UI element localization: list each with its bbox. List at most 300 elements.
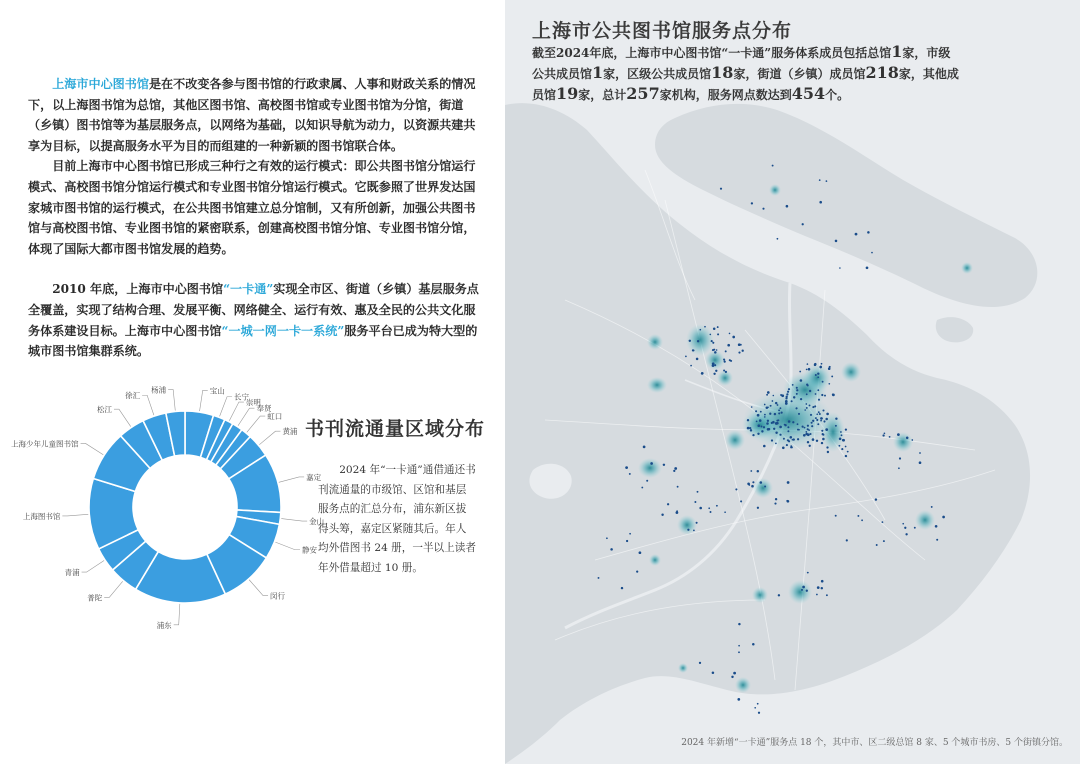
donut-leader-line: [281, 519, 307, 522]
density-glow: [803, 364, 831, 392]
service-point: [694, 501, 696, 503]
service-point: [802, 223, 804, 225]
service-point: [882, 521, 884, 523]
service-point: [845, 455, 847, 457]
service-point: [770, 405, 772, 407]
service-point: [725, 371, 727, 373]
service-point: [805, 433, 808, 436]
donut-leader-line: [229, 402, 244, 421]
service-point: [801, 589, 803, 591]
service-point: [747, 427, 750, 430]
service-point: [845, 428, 847, 430]
service-point: [717, 333, 719, 335]
density-glow: [788, 580, 812, 604]
service-point: [767, 420, 769, 422]
donut-leader-line: [238, 408, 254, 426]
density-glow: [638, 458, 662, 478]
service-point: [757, 433, 759, 435]
donut-slice-label: 普陀: [87, 593, 103, 603]
service-point: [835, 425, 837, 427]
service-point: [897, 433, 900, 436]
service-point: [811, 422, 813, 424]
service-point: [816, 419, 818, 421]
density-glow: [647, 377, 667, 393]
service-point: [791, 446, 793, 448]
service-point: [911, 439, 913, 441]
donut-slice-label: 杨浦: [151, 385, 167, 395]
service-point: [752, 481, 754, 483]
service-point: [674, 467, 677, 470]
service-point: [787, 430, 789, 432]
service-point: [935, 525, 938, 528]
service-point: [748, 484, 750, 486]
service-point: [808, 368, 811, 371]
service-point: [774, 503, 776, 505]
service-point: [696, 522, 698, 524]
service-point: [841, 448, 843, 450]
service-point: [621, 587, 623, 589]
service-point: [840, 431, 842, 433]
service-point: [812, 420, 814, 422]
service-point: [704, 326, 706, 328]
service-point: [823, 420, 825, 422]
service-point: [904, 527, 906, 529]
service-point: [763, 426, 765, 428]
service-point: [606, 537, 608, 539]
service-point: [835, 515, 837, 517]
service-point: [762, 208, 764, 210]
density-glow: [841, 362, 861, 382]
service-point: [861, 519, 863, 521]
service-point: [714, 351, 717, 354]
service-point: [778, 594, 780, 596]
density-glow: [752, 587, 768, 603]
density-glow: [961, 262, 973, 274]
map-footnote: 2024 年新增“一卡通”服务点 18 个，其中市、区二级总馆 8 家、5 个城市书房、5 个街镇分馆。: [681, 738, 1068, 748]
service-point: [842, 439, 845, 442]
intro-paragraph-1: 上海市中心图书馆是在不改变各参与图书馆的行政隶属、人事和财政关系的情况下，以上海图书馆为总馆，其他区图书馆、高校图书馆或专业图书馆为分馆，街道（乡镇）图书馆等为基层服务点，以网络为基础，以知识导航为动力，以资源共建共享为目标，以提高服务水平为目的而组建的一种新颖的图书馆联合体。: [28, 77, 476, 153]
service-point: [711, 340, 713, 342]
service-point: [775, 431, 777, 433]
service-point: [799, 371, 801, 373]
service-point: [757, 703, 759, 705]
service-point: [817, 586, 820, 589]
service-point: [764, 416, 766, 418]
service-point: [761, 430, 763, 432]
service-point: [889, 436, 891, 438]
service-point: [800, 398, 802, 400]
service-point: [782, 446, 785, 449]
service-point: [677, 486, 679, 488]
donut-chart-title: 书刊流通量区域分布: [305, 418, 486, 440]
service-point: [818, 399, 820, 401]
service-point: [696, 358, 699, 361]
service-point: [817, 376, 819, 378]
service-point: [629, 473, 631, 475]
service-point: [875, 498, 877, 500]
service-point: [871, 252, 873, 254]
density-glow: [742, 411, 778, 439]
service-point: [776, 420, 778, 422]
service-point: [816, 413, 818, 415]
service-point: [818, 411, 820, 413]
service-point: [766, 422, 769, 425]
service-point: [732, 336, 735, 339]
service-point: [806, 369, 808, 371]
service-point: [822, 409, 824, 411]
service-point: [809, 390, 811, 392]
service-point: [724, 511, 726, 513]
service-point: [775, 443, 777, 445]
service-point: [760, 411, 762, 413]
service-point: [792, 384, 794, 386]
service-point: [699, 507, 702, 510]
service-point: [735, 488, 737, 490]
service-point: [902, 523, 904, 525]
service-point: [713, 327, 716, 330]
service-point: [667, 503, 669, 505]
service-point: [809, 433, 811, 435]
service-point: [690, 365, 692, 367]
donut-leader-line: [174, 604, 180, 625]
service-point: [810, 414, 812, 416]
map-title: 上海市公共图书馆服务点分布: [532, 20, 793, 42]
service-point: [787, 391, 789, 393]
service-point: [756, 421, 758, 423]
service-point: [936, 539, 938, 541]
service-point: [825, 428, 828, 431]
service-point: [687, 529, 689, 531]
service-point: [714, 364, 716, 366]
service-point: [689, 340, 691, 342]
service-point: [738, 623, 740, 625]
service-point: [673, 470, 675, 472]
service-point: [699, 662, 701, 664]
service-point: [812, 438, 815, 441]
service-point: [740, 344, 742, 346]
service-point: [821, 394, 823, 396]
service-point: [754, 707, 756, 709]
service-point: [786, 444, 788, 446]
service-point: [776, 422, 779, 425]
donut-slice-label: 奉贤: [256, 404, 272, 414]
service-point: [791, 400, 793, 402]
service-point: [796, 387, 798, 389]
service-point: [697, 491, 699, 493]
service-point: [775, 402, 777, 404]
service-point: [717, 326, 719, 328]
service-point: [758, 712, 760, 714]
donut-slice-label: 金山: [309, 517, 325, 527]
service-point: [697, 340, 699, 342]
service-point: [807, 363, 809, 365]
service-point: [800, 379, 803, 382]
density-glow: [893, 432, 913, 452]
service-point: [712, 342, 714, 344]
service-point: [708, 507, 710, 509]
service-point: [733, 672, 736, 675]
service-point: [764, 404, 766, 406]
service-point: [838, 445, 840, 447]
service-point: [772, 395, 774, 397]
donut-slice-label: 上海少年儿童图书馆: [11, 439, 79, 449]
service-point: [815, 374, 817, 376]
service-point: [750, 470, 752, 472]
service-point: [816, 440, 818, 442]
service-point: [740, 500, 742, 502]
donut-slice-label: 松江: [96, 405, 112, 415]
service-point: [802, 586, 805, 589]
density-glow: [677, 515, 697, 535]
service-point: [747, 419, 749, 421]
service-point: [781, 394, 784, 397]
service-point: [709, 334, 711, 336]
service-point: [821, 430, 823, 432]
service-point: [793, 396, 795, 398]
service-point: [693, 530, 695, 532]
service-point: [841, 434, 843, 436]
service-point: [802, 426, 804, 428]
donut-leader-line: [114, 409, 131, 426]
service-point: [767, 406, 769, 408]
service-point: [777, 404, 779, 406]
intro-highlight-title: 上海市中心图书馆: [52, 77, 149, 91]
service-point: [786, 393, 788, 395]
donut-leader-line: [168, 390, 175, 411]
service-point: [814, 405, 816, 407]
service-point: [788, 420, 791, 423]
service-point: [942, 516, 945, 519]
service-point: [779, 407, 781, 409]
service-point: [757, 507, 759, 509]
service-point: [855, 233, 858, 236]
service-point: [797, 438, 799, 440]
service-point: [883, 540, 885, 542]
service-point: [723, 359, 725, 361]
service-point: [643, 446, 646, 449]
service-point: [738, 645, 740, 647]
service-point: [809, 445, 811, 447]
service-point: [814, 363, 816, 365]
service-point: [775, 498, 777, 500]
service-point: [716, 349, 718, 351]
service-point: [805, 431, 807, 433]
service-point: [815, 417, 817, 419]
service-point: [598, 577, 600, 579]
service-point: [786, 205, 789, 208]
density-glow: [769, 184, 781, 196]
service-point: [636, 570, 638, 572]
service-point: [919, 461, 922, 464]
service-point: [757, 424, 760, 427]
service-point: [629, 533, 631, 535]
service-point: [639, 551, 642, 554]
service-point: [792, 421, 794, 423]
service-point: [857, 515, 859, 517]
service-point: [882, 434, 884, 436]
service-point: [822, 381, 824, 383]
donut-slice-label: 静安: [301, 545, 317, 555]
service-point: [821, 442, 823, 444]
donut-leader-line: [259, 431, 280, 444]
service-point: [905, 533, 907, 535]
service-point: [819, 179, 821, 181]
service-point: [779, 426, 782, 429]
donut-slice-label: 虹口: [267, 412, 283, 422]
donut-slice-label: 长宁: [234, 392, 250, 402]
service-point: [772, 400, 774, 402]
service-point: [824, 395, 826, 397]
service-point: [846, 539, 848, 541]
donut-leader-line: [200, 390, 208, 411]
service-point: [759, 481, 762, 484]
service-point: [819, 366, 822, 369]
donut-chart: [0, 380, 340, 660]
service-point: [772, 165, 774, 167]
service-point: [787, 439, 789, 441]
service-point: [819, 413, 821, 415]
density-glow: [649, 554, 661, 566]
service-point: [701, 372, 704, 375]
service-point: [761, 426, 763, 428]
service-point: [729, 333, 731, 335]
service-point: [839, 267, 841, 269]
service-point: [835, 240, 838, 243]
service-point: [784, 424, 786, 426]
service-point: [641, 487, 643, 489]
service-point: [832, 394, 835, 397]
service-point: [752, 643, 755, 646]
service-point: [817, 373, 819, 375]
service-point: [646, 480, 648, 482]
service-point: [796, 389, 798, 391]
service-point: [866, 266, 869, 269]
service-point: [750, 429, 752, 431]
service-point: [763, 445, 766, 448]
service-point: [821, 587, 823, 589]
service-point: [712, 672, 715, 675]
service-point: [771, 422, 773, 424]
service-point: [777, 238, 779, 240]
service-point: [764, 485, 766, 487]
service-point: [771, 439, 773, 441]
service-point: [827, 451, 829, 453]
service-point: [826, 413, 829, 416]
service-point: [809, 404, 811, 406]
service-point: [811, 425, 813, 427]
service-point: [731, 676, 733, 678]
service-point: [752, 434, 754, 436]
service-point: [661, 514, 663, 516]
service-point: [773, 428, 775, 430]
service-point: [807, 441, 809, 443]
service-point: [788, 388, 790, 390]
service-point: [898, 467, 900, 469]
service-point: [808, 429, 810, 431]
service-point: [710, 511, 712, 513]
service-point: [797, 423, 799, 425]
service-point: [737, 698, 740, 701]
service-point: [787, 500, 790, 503]
service-point: [931, 506, 933, 508]
service-point: [828, 383, 830, 385]
service-point: [767, 391, 770, 394]
service-point: [685, 356, 687, 358]
service-point: [720, 188, 722, 190]
density-glow: [915, 510, 935, 530]
service-point: [626, 540, 628, 542]
service-point: [785, 400, 788, 403]
service-point: [727, 344, 730, 347]
service-point: [804, 427, 806, 429]
density-glow: [725, 430, 745, 450]
service-point: [867, 231, 870, 234]
service-point: [884, 432, 886, 434]
shanghai-map: [505, 0, 1080, 764]
service-point: [725, 350, 727, 352]
service-point: [825, 418, 828, 421]
service-point: [807, 385, 809, 387]
service-point: [764, 414, 766, 416]
service-point: [806, 590, 808, 592]
service-point: [767, 428, 770, 431]
left-panel: [0, 0, 505, 764]
donut-leader-line: [220, 397, 232, 417]
service-point: [751, 202, 753, 204]
donut-slice-label: 闵行: [270, 591, 286, 601]
service-point: [815, 393, 817, 395]
donut-leader-line: [279, 477, 304, 482]
service-point: [790, 436, 793, 439]
density-glow: [678, 663, 688, 673]
service-point: [738, 651, 740, 653]
donut-slice-label: 嘉定: [306, 472, 322, 482]
service-point: [906, 437, 909, 440]
service-point: [730, 360, 732, 362]
service-point: [713, 373, 715, 375]
service-point: [919, 452, 921, 454]
service-point: [757, 470, 759, 472]
service-point: [806, 407, 808, 409]
service-point: [692, 349, 694, 351]
density-glow: [753, 478, 773, 498]
service-point: [787, 426, 789, 428]
service-point: [798, 413, 800, 415]
service-point: [716, 505, 718, 507]
service-point: [806, 393, 808, 395]
service-point: [779, 434, 781, 436]
service-point: [914, 527, 916, 529]
service-point: [755, 410, 757, 412]
donut-leader-line: [104, 581, 122, 597]
service-point: [723, 370, 725, 372]
density-glow: [647, 334, 663, 350]
service-point: [819, 201, 822, 204]
service-point: [839, 438, 842, 441]
service-point: [699, 329, 701, 331]
service-point: [738, 352, 740, 354]
service-point: [712, 364, 715, 367]
donut-slice-label: 崇明: [245, 398, 261, 408]
service-point: [796, 407, 798, 409]
service-point: [817, 389, 819, 391]
service-point: [787, 481, 790, 484]
donut-leader-line: [82, 561, 105, 573]
intro-text: [28, 74, 480, 362]
intro-paragraph-3: 2010 年底，上海市中心图书馆“一卡通”实现全市区、街道（乡镇）基层服务点全覆盖，实现了结构合理、发展平衡、网络健全、运行有效、惠及全民的公共文化服务体系建设目标。上海市中心图书馆“一城一网一卡一系统”服务平台已成为特大型的城市图书馆集群系统。: [28, 282, 479, 359]
service-point: [823, 434, 825, 436]
service-point: [816, 594, 818, 596]
